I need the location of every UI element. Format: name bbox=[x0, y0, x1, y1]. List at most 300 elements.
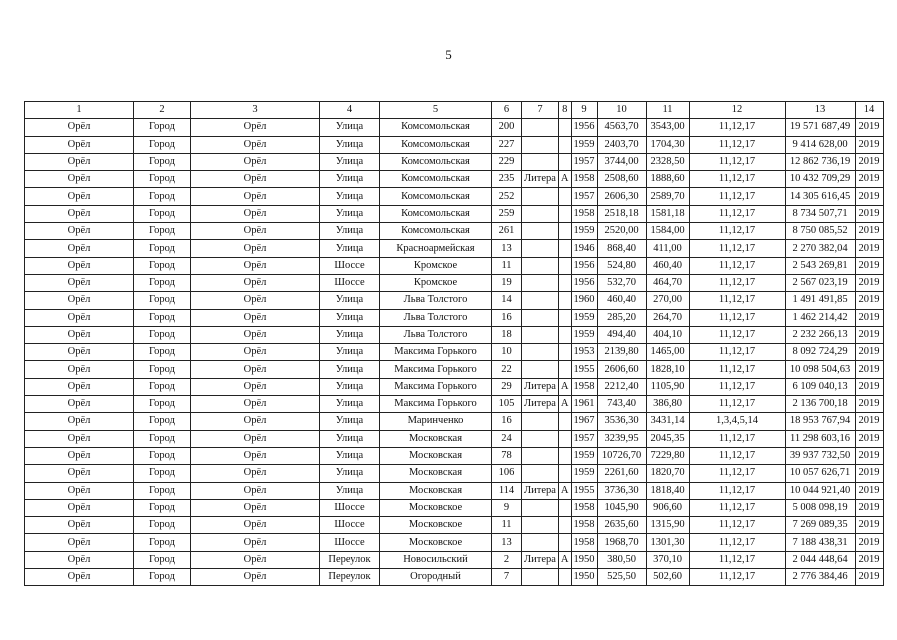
table-body bbox=[25, 119, 884, 586]
table-cell: 78 bbox=[492, 447, 522, 464]
table-cell: 8 092 724,29 bbox=[785, 344, 855, 361]
table-cell: 11 bbox=[492, 517, 522, 534]
table-cell: Улица bbox=[320, 361, 380, 378]
table-cell: Улица bbox=[320, 413, 380, 430]
table-cell bbox=[522, 153, 559, 170]
table-cell: 7 bbox=[492, 569, 522, 586]
table-cell: Город bbox=[134, 378, 191, 395]
table-cell: 1957 bbox=[571, 188, 597, 205]
header-row bbox=[25, 102, 884, 119]
table-cell: Максима Горького bbox=[380, 378, 492, 395]
table-cell: 1955 bbox=[571, 482, 597, 499]
table-cell: Комсомольская bbox=[380, 153, 492, 170]
table-cell: 10 044 921,40 bbox=[785, 482, 855, 499]
table-cell: 8 734 507,71 bbox=[785, 205, 855, 222]
table-cell: 1957 bbox=[571, 153, 597, 170]
table-cell: 460,40 bbox=[646, 257, 689, 274]
table-cell: Красноармейская bbox=[380, 240, 492, 257]
table-cell: 16 bbox=[492, 309, 522, 326]
table-cell: Орёл bbox=[25, 188, 134, 205]
table-cell: 2019 bbox=[855, 396, 883, 413]
table-cell: Орёл bbox=[25, 292, 134, 309]
table-cell: 2403,70 bbox=[597, 136, 646, 153]
table-cell: 11,12,17 bbox=[689, 119, 785, 136]
table-cell: 3543,00 bbox=[646, 119, 689, 136]
table-cell: Улица bbox=[320, 292, 380, 309]
table-row bbox=[25, 447, 884, 464]
table-cell: 1958 bbox=[571, 534, 597, 551]
table-cell: Орёл bbox=[25, 499, 134, 516]
table-cell: А bbox=[558, 551, 571, 568]
table-cell: 1301,30 bbox=[646, 534, 689, 551]
table-cell: 1958 bbox=[571, 499, 597, 516]
table-cell: 270,00 bbox=[646, 292, 689, 309]
table-cell: Улица bbox=[320, 240, 380, 257]
table-cell: Город bbox=[134, 274, 191, 291]
table-cell: 2 232 266,13 bbox=[785, 326, 855, 343]
table-cell: Орёл bbox=[191, 309, 320, 326]
table-cell: Огородный bbox=[380, 569, 492, 586]
table-cell: 1950 bbox=[571, 569, 597, 586]
table-cell: Орёл bbox=[25, 309, 134, 326]
table-cell: 2019 bbox=[855, 361, 883, 378]
table-cell: 1,3,4,5,14 bbox=[689, 413, 785, 430]
table-cell: Улица bbox=[320, 309, 380, 326]
column-header: 1 bbox=[25, 102, 134, 119]
table-cell: 2019 bbox=[855, 292, 883, 309]
table-cell: Орёл bbox=[191, 344, 320, 361]
table-cell: 14 bbox=[492, 292, 522, 309]
table-cell: Улица bbox=[320, 223, 380, 240]
table-cell: Орёл bbox=[25, 482, 134, 499]
table-cell: 2019 bbox=[855, 223, 883, 240]
table-cell: Улица bbox=[320, 205, 380, 222]
table-cell: 2019 bbox=[855, 240, 883, 257]
table-cell: 11,12,17 bbox=[689, 517, 785, 534]
table-cell: Орёл bbox=[191, 551, 320, 568]
table-cell: Улица bbox=[320, 153, 380, 170]
table-cell: 39 937 732,50 bbox=[785, 447, 855, 464]
table-cell bbox=[558, 344, 571, 361]
table-cell: Город bbox=[134, 413, 191, 430]
table-cell: Орёл bbox=[25, 361, 134, 378]
table-row bbox=[25, 569, 884, 586]
table-row bbox=[25, 344, 884, 361]
table-cell: 11,12,17 bbox=[689, 223, 785, 240]
table-cell: Город bbox=[134, 326, 191, 343]
table-cell: Орёл bbox=[191, 205, 320, 222]
table-cell: Орёл bbox=[191, 447, 320, 464]
table-row bbox=[25, 534, 884, 551]
table-cell: Новосильский bbox=[380, 551, 492, 568]
table-cell: 2518,18 bbox=[597, 205, 646, 222]
table-cell: 10 057 626,71 bbox=[785, 465, 855, 482]
table-cell bbox=[558, 153, 571, 170]
table-cell: Город bbox=[134, 240, 191, 257]
table-cell: Орёл bbox=[191, 482, 320, 499]
table-cell: Московская bbox=[380, 447, 492, 464]
table-cell bbox=[522, 309, 559, 326]
table-cell: 2019 bbox=[855, 499, 883, 516]
table-cell: 9 414 628,00 bbox=[785, 136, 855, 153]
table-cell: Орёл bbox=[191, 430, 320, 447]
table-cell: 12 862 736,19 bbox=[785, 153, 855, 170]
table-cell: Орёл bbox=[25, 153, 134, 170]
table-cell: 2019 bbox=[855, 344, 883, 361]
table-cell: Московская bbox=[380, 430, 492, 447]
table-cell bbox=[558, 223, 571, 240]
table-cell: 2019 bbox=[855, 119, 883, 136]
table-cell bbox=[558, 569, 571, 586]
table-cell: Переулок bbox=[320, 551, 380, 568]
table-cell: 1959 bbox=[571, 136, 597, 153]
table-cell bbox=[522, 430, 559, 447]
table-cell: 1946 bbox=[571, 240, 597, 257]
table-cell bbox=[558, 119, 571, 136]
column-header: 13 bbox=[785, 102, 855, 119]
table-cell: Орёл bbox=[191, 223, 320, 240]
table-cell: 2019 bbox=[855, 188, 883, 205]
table-cell: 464,70 bbox=[646, 274, 689, 291]
table-cell: Комсомольская bbox=[380, 171, 492, 188]
table-cell: Орёл bbox=[25, 534, 134, 551]
table-cell: Орёл bbox=[191, 136, 320, 153]
table-cell: Льва Толстого bbox=[380, 326, 492, 343]
table-cell: 1888,60 bbox=[646, 171, 689, 188]
table-row bbox=[25, 153, 884, 170]
table-cell: Орёл bbox=[25, 171, 134, 188]
table-cell bbox=[558, 430, 571, 447]
table-cell: 2606,60 bbox=[597, 361, 646, 378]
table-cell: 19 571 687,49 bbox=[785, 119, 855, 136]
table-cell: Орёл bbox=[25, 413, 134, 430]
table-cell: 11,12,17 bbox=[689, 171, 785, 188]
table-cell: Улица bbox=[320, 344, 380, 361]
table-cell: 2019 bbox=[855, 551, 883, 568]
table-cell: 2 567 023,19 bbox=[785, 274, 855, 291]
table-cell: 743,40 bbox=[597, 396, 646, 413]
table-cell: 4563,70 bbox=[597, 119, 646, 136]
table-cell bbox=[558, 309, 571, 326]
table-cell: Литера bbox=[522, 378, 559, 395]
table-cell: Шоссе bbox=[320, 534, 380, 551]
table-cell: 1959 bbox=[571, 447, 597, 464]
table-cell bbox=[558, 240, 571, 257]
table-cell bbox=[558, 499, 571, 516]
table-cell: 525,50 bbox=[597, 569, 646, 586]
table-row bbox=[25, 551, 884, 568]
table-cell bbox=[522, 569, 559, 586]
table-row bbox=[25, 223, 884, 240]
table-cell: Орёл bbox=[25, 569, 134, 586]
table-cell: Город bbox=[134, 119, 191, 136]
table-cell: 8 750 085,52 bbox=[785, 223, 855, 240]
table-cell: 1956 bbox=[571, 274, 597, 291]
table-cell: Орёл bbox=[191, 171, 320, 188]
column-header: 12 bbox=[689, 102, 785, 119]
table-cell: 2508,60 bbox=[597, 171, 646, 188]
table-cell bbox=[522, 465, 559, 482]
table-cell bbox=[522, 447, 559, 464]
table-row bbox=[25, 499, 884, 516]
column-header: 9 bbox=[571, 102, 597, 119]
table-cell: 1959 bbox=[571, 465, 597, 482]
table-cell: 18 bbox=[492, 326, 522, 343]
table-cell: Литера bbox=[522, 551, 559, 568]
table-cell: 200 bbox=[492, 119, 522, 136]
table-row bbox=[25, 240, 884, 257]
table-cell: 11,12,17 bbox=[689, 326, 785, 343]
table-cell: Орёл bbox=[191, 534, 320, 551]
table-row bbox=[25, 430, 884, 447]
table-cell: Московское bbox=[380, 534, 492, 551]
table-cell: 11,12,17 bbox=[689, 534, 785, 551]
table-cell: Улица bbox=[320, 188, 380, 205]
table-cell: Маринченко bbox=[380, 413, 492, 430]
table-cell: Орёл bbox=[191, 119, 320, 136]
table-cell: 11,12,17 bbox=[689, 274, 785, 291]
table-cell: 2019 bbox=[855, 465, 883, 482]
table-cell: 105 bbox=[492, 396, 522, 413]
table-cell: 11,12,17 bbox=[689, 499, 785, 516]
table-cell: А bbox=[558, 378, 571, 395]
table-cell: 1967 bbox=[571, 413, 597, 430]
table-cell: 1105,90 bbox=[646, 378, 689, 395]
table-cell: 11,12,17 bbox=[689, 378, 785, 395]
table-cell: 1959 bbox=[571, 309, 597, 326]
table-cell: А bbox=[558, 482, 571, 499]
table-cell: Город bbox=[134, 551, 191, 568]
table-cell: 1315,90 bbox=[646, 517, 689, 534]
table-cell bbox=[558, 534, 571, 551]
table-cell: Шоссе bbox=[320, 257, 380, 274]
table-cell bbox=[522, 534, 559, 551]
table-cell: 2019 bbox=[855, 378, 883, 395]
table-cell: 2019 bbox=[855, 205, 883, 222]
table-row bbox=[25, 292, 884, 309]
table-cell bbox=[522, 517, 559, 534]
table-cell: 1955 bbox=[571, 361, 597, 378]
table-cell: Максима Горького bbox=[380, 361, 492, 378]
table-cell: 16 bbox=[492, 413, 522, 430]
table-cell bbox=[558, 274, 571, 291]
table-row bbox=[25, 396, 884, 413]
table-cell: Орёл bbox=[191, 257, 320, 274]
table-cell bbox=[522, 361, 559, 378]
table-cell: Орёл bbox=[191, 240, 320, 257]
table-row bbox=[25, 188, 884, 205]
table-cell: 2 543 269,81 bbox=[785, 257, 855, 274]
column-header: 10 bbox=[597, 102, 646, 119]
table-cell: 380,50 bbox=[597, 551, 646, 568]
table-cell: 11,12,17 bbox=[689, 188, 785, 205]
table-cell: 1820,70 bbox=[646, 465, 689, 482]
table-cell: Улица bbox=[320, 396, 380, 413]
table-cell: 532,70 bbox=[597, 274, 646, 291]
table-cell: 11,12,17 bbox=[689, 153, 785, 170]
table-cell: 3431,14 bbox=[646, 413, 689, 430]
table-cell: 2212,40 bbox=[597, 378, 646, 395]
table-cell: 2 136 700,18 bbox=[785, 396, 855, 413]
table-cell: Улица bbox=[320, 465, 380, 482]
table-cell bbox=[522, 274, 559, 291]
table-cell: Орёл bbox=[25, 240, 134, 257]
table-cell: Орёл bbox=[191, 499, 320, 516]
table-cell: 2 776 384,46 bbox=[785, 569, 855, 586]
table-cell: 3736,30 bbox=[597, 482, 646, 499]
table-cell: 229 bbox=[492, 153, 522, 170]
table-cell: Кромское bbox=[380, 274, 492, 291]
table-cell bbox=[558, 517, 571, 534]
table-cell: 14 305 616,45 bbox=[785, 188, 855, 205]
table-cell: 2019 bbox=[855, 274, 883, 291]
table-cell: 1956 bbox=[571, 257, 597, 274]
table-cell: 868,40 bbox=[597, 240, 646, 257]
table-cell: 11,12,17 bbox=[689, 361, 785, 378]
table-cell: 1959 bbox=[571, 326, 597, 343]
table-cell bbox=[522, 119, 559, 136]
table-cell: Улица bbox=[320, 482, 380, 499]
table-cell: Город bbox=[134, 223, 191, 240]
table-row bbox=[25, 517, 884, 534]
table-cell: 1960 bbox=[571, 292, 597, 309]
table-cell: 1953 bbox=[571, 344, 597, 361]
table-row bbox=[25, 274, 884, 291]
table-cell: Орёл bbox=[25, 430, 134, 447]
column-header: 5 bbox=[380, 102, 492, 119]
table-cell: Орёл bbox=[25, 257, 134, 274]
table-cell: Московское bbox=[380, 517, 492, 534]
table-cell: 11,12,17 bbox=[689, 240, 785, 257]
table-cell bbox=[558, 361, 571, 378]
table-cell: Орёл bbox=[25, 136, 134, 153]
table-cell: Улица bbox=[320, 119, 380, 136]
table-cell: 13 bbox=[492, 240, 522, 257]
table-cell: Орёл bbox=[191, 153, 320, 170]
table-cell: Литера bbox=[522, 171, 559, 188]
table-cell: 2019 bbox=[855, 257, 883, 274]
table-cell: Максима Горького bbox=[380, 396, 492, 413]
table-cell: 18 953 767,94 bbox=[785, 413, 855, 430]
table-cell: Орёл bbox=[191, 517, 320, 534]
table-cell: 19 bbox=[492, 274, 522, 291]
table-cell: 1 491 491,85 bbox=[785, 292, 855, 309]
table-row bbox=[25, 326, 884, 343]
table-row bbox=[25, 257, 884, 274]
table-cell: Шоссе bbox=[320, 517, 380, 534]
table-cell bbox=[522, 223, 559, 240]
table-cell: 494,40 bbox=[597, 326, 646, 343]
table-cell: 2019 bbox=[855, 153, 883, 170]
table-cell bbox=[558, 188, 571, 205]
table-cell: 2 044 448,64 bbox=[785, 551, 855, 568]
table-cell: 24 bbox=[492, 430, 522, 447]
table-cell: Город bbox=[134, 447, 191, 464]
table-cell bbox=[558, 465, 571, 482]
table-cell: 11,12,17 bbox=[689, 465, 785, 482]
table-cell: 235 bbox=[492, 171, 522, 188]
column-header: 11 bbox=[646, 102, 689, 119]
table-cell: Шоссе bbox=[320, 274, 380, 291]
table-cell: Орёл bbox=[191, 465, 320, 482]
table-cell: Город bbox=[134, 257, 191, 274]
table-cell: Город bbox=[134, 534, 191, 551]
table-cell: 6 109 040,13 bbox=[785, 378, 855, 395]
table-cell: 1968,70 bbox=[597, 534, 646, 551]
table-cell: Орёл bbox=[25, 517, 134, 534]
table-cell: Орёл bbox=[191, 413, 320, 430]
table-cell: 2635,60 bbox=[597, 517, 646, 534]
table-cell: 2019 bbox=[855, 326, 883, 343]
table-cell: 11,12,17 bbox=[689, 292, 785, 309]
table-cell: 1818,40 bbox=[646, 482, 689, 499]
table-row bbox=[25, 171, 884, 188]
table-cell: 11,12,17 bbox=[689, 344, 785, 361]
table-cell: 2589,70 bbox=[646, 188, 689, 205]
table-cell: 460,40 bbox=[597, 292, 646, 309]
table-cell: А bbox=[558, 171, 571, 188]
table-cell: 524,80 bbox=[597, 257, 646, 274]
table-cell: 2019 bbox=[855, 534, 883, 551]
table-cell bbox=[522, 326, 559, 343]
table-cell bbox=[522, 136, 559, 153]
table-cell: 11 bbox=[492, 257, 522, 274]
table-row bbox=[25, 413, 884, 430]
table-cell: 1957 bbox=[571, 430, 597, 447]
table-cell: Улица bbox=[320, 378, 380, 395]
table-cell: 2261,60 bbox=[597, 465, 646, 482]
table-cell: 11,12,17 bbox=[689, 205, 785, 222]
table-cell: Город bbox=[134, 344, 191, 361]
table-cell: 11,12,17 bbox=[689, 551, 785, 568]
table-cell bbox=[522, 257, 559, 274]
table-cell: Город bbox=[134, 430, 191, 447]
table-cell: Город bbox=[134, 292, 191, 309]
table-cell: Улица bbox=[320, 326, 380, 343]
table-cell: Льва Толстого bbox=[380, 292, 492, 309]
table-cell: Улица bbox=[320, 430, 380, 447]
table-cell: 1581,18 bbox=[646, 205, 689, 222]
table-cell: Город bbox=[134, 482, 191, 499]
table-cell: 2019 bbox=[855, 171, 883, 188]
table-cell: 10 bbox=[492, 344, 522, 361]
table-cell: Орёл bbox=[25, 344, 134, 361]
table-cell: Орёл bbox=[191, 292, 320, 309]
table-cell: 3744,00 bbox=[597, 153, 646, 170]
table-cell: Кромское bbox=[380, 257, 492, 274]
table-cell: 22 bbox=[492, 361, 522, 378]
table-row bbox=[25, 361, 884, 378]
table-cell: Город bbox=[134, 517, 191, 534]
table-row bbox=[25, 482, 884, 499]
table-cell: Орёл bbox=[191, 396, 320, 413]
table-cell: 285,20 bbox=[597, 309, 646, 326]
table-cell: 1950 bbox=[571, 551, 597, 568]
table-cell: 1958 bbox=[571, 171, 597, 188]
table-cell: 411,00 bbox=[646, 240, 689, 257]
table-cell bbox=[558, 413, 571, 430]
table-cell: Город bbox=[134, 136, 191, 153]
table-cell: 11,12,17 bbox=[689, 430, 785, 447]
table-cell: 2045,35 bbox=[646, 430, 689, 447]
table-cell: 2520,00 bbox=[597, 223, 646, 240]
column-header: 4 bbox=[320, 102, 380, 119]
table-cell bbox=[558, 292, 571, 309]
table-cell: 264,70 bbox=[646, 309, 689, 326]
table-cell: Город bbox=[134, 205, 191, 222]
table-cell: Город bbox=[134, 499, 191, 516]
table-cell: 1959 bbox=[571, 223, 597, 240]
